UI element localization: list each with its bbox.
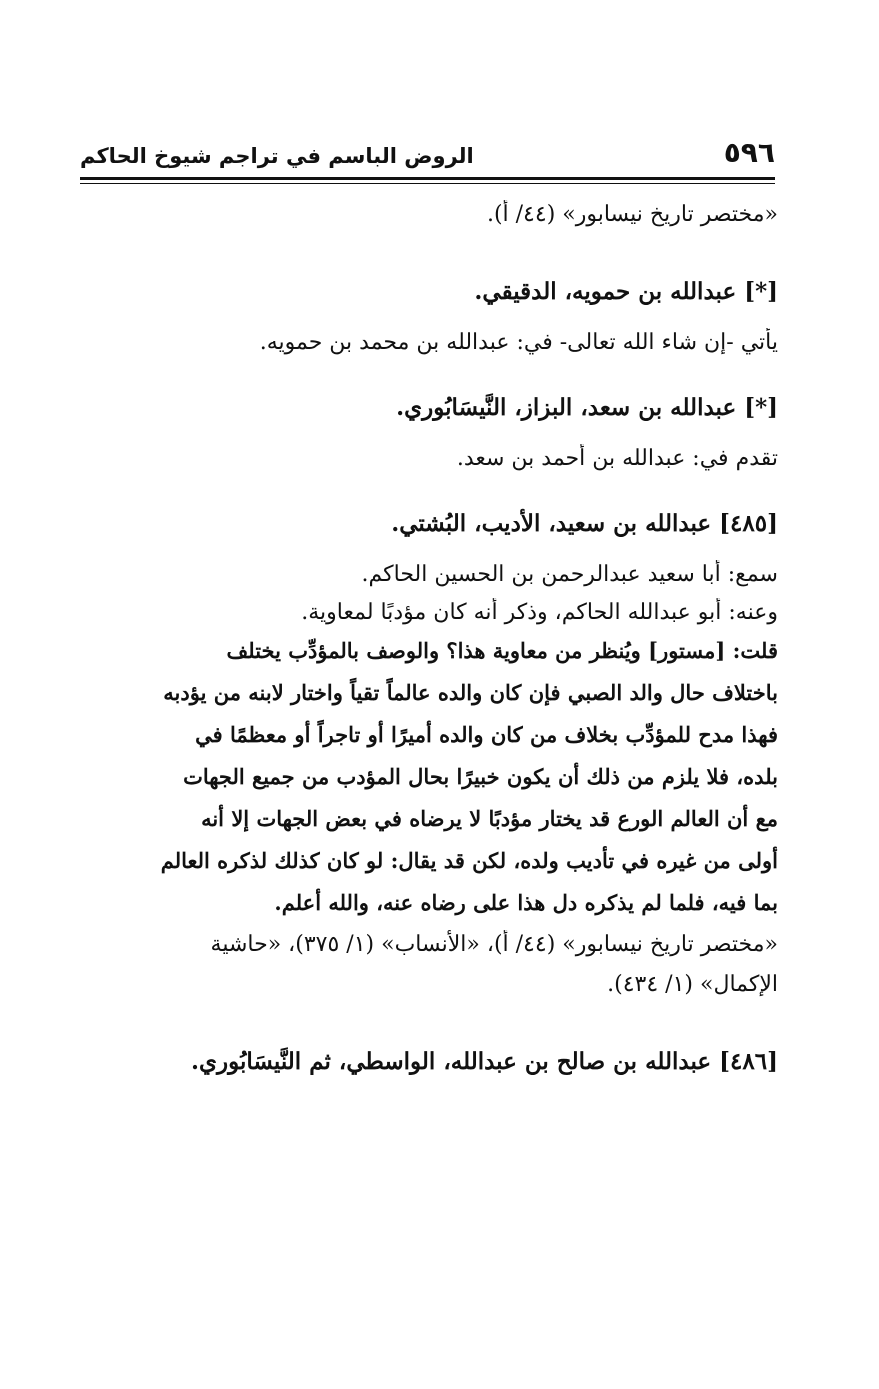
sources-line: «مختصر تاريخ نيسابور» (٤٤/ أ)، «الأنساب» (١/ ٣٧٥)، «حاشية bbox=[210, 932, 778, 957]
top-reference: «مختصر تاريخ نيسابور» (٤٤/ أ). bbox=[486, 202, 778, 227]
entry-commentary bbox=[78, 630, 778, 924]
header-rule-thick bbox=[80, 177, 775, 180]
entry-narrated-by: وعنه: أبو عبدالله الحاكم، وذكر أنه كان مؤدبًا لمعاوية. bbox=[301, 600, 778, 625]
sources-line: الإكمال» (١/ ٤٣٤). bbox=[607, 972, 778, 997]
commentary-line: بما فيه، فلما لم يذكره دل هذا على رضاه عنه، والله أعلم. bbox=[274, 890, 778, 915]
commentary-line: باختلاف حال والد الصبي فإن كان والده عالماً تقياً واختار لابنه من يؤدبه bbox=[163, 680, 778, 705]
commentary-line: قلت: [مستور] ويُنظر من معاوية هذا؟ والوصف بالمؤدِّب يختلف bbox=[226, 638, 778, 663]
commentary-line: فهذا مدح للمؤدِّب بخلاف من كان والده أميرًا أو تاجراً أو معظمًا في bbox=[195, 722, 778, 747]
page-number: ٥٩٦ bbox=[723, 136, 775, 169]
header-rule-thin bbox=[80, 183, 775, 184]
page-body bbox=[78, 200, 778, 1078]
entry-note-saad: تقدم في: عبدالله بن أحمد بن سعد. bbox=[456, 446, 778, 471]
commentary-line: أولى من غيره في تأديب ولده، لكن قد يقال: لو كان كذلك لذكره العالم bbox=[160, 848, 778, 873]
entry-title-hamawayh: [*] عبدالله بن حمويه، الدقيقي. bbox=[474, 278, 778, 305]
running-title: الروض الباسم في تراجم شيوخ الحاكم bbox=[80, 144, 474, 168]
entry-title-485: [٤٨٥] عبدالله بن سعيد، الأديب، البُشتي. bbox=[391, 510, 778, 537]
page-header bbox=[80, 130, 775, 182]
entry-note-hamawayh: يأتي -إن شاء الله تعالى- في: عبدالله بن محمد بن حمويه. bbox=[259, 330, 778, 355]
entry-title-486: [٤٨٦] عبدالله بن صالح بن عبدالله، الواسطي، ثم النَّيسَابُوري. bbox=[190, 1048, 778, 1075]
commentary-line: بلده، فلا يلزم من ذلك أن يكون خبيرًا بحال المؤدب من جميع الجهات bbox=[183, 764, 778, 789]
commentary-line: مع أن العالم الورع قد يختار مؤدبًا لا يرضاه في بعض الجهات إلا أنه bbox=[201, 806, 778, 831]
entry-title-saad: [*] عبدالله بن سعد، البزاز، النَّيسَابُوري. bbox=[396, 394, 778, 421]
entry-heard-from: سمع: أبا سعيد عبدالرحمن بن الحسين الحاكم. bbox=[361, 562, 778, 587]
